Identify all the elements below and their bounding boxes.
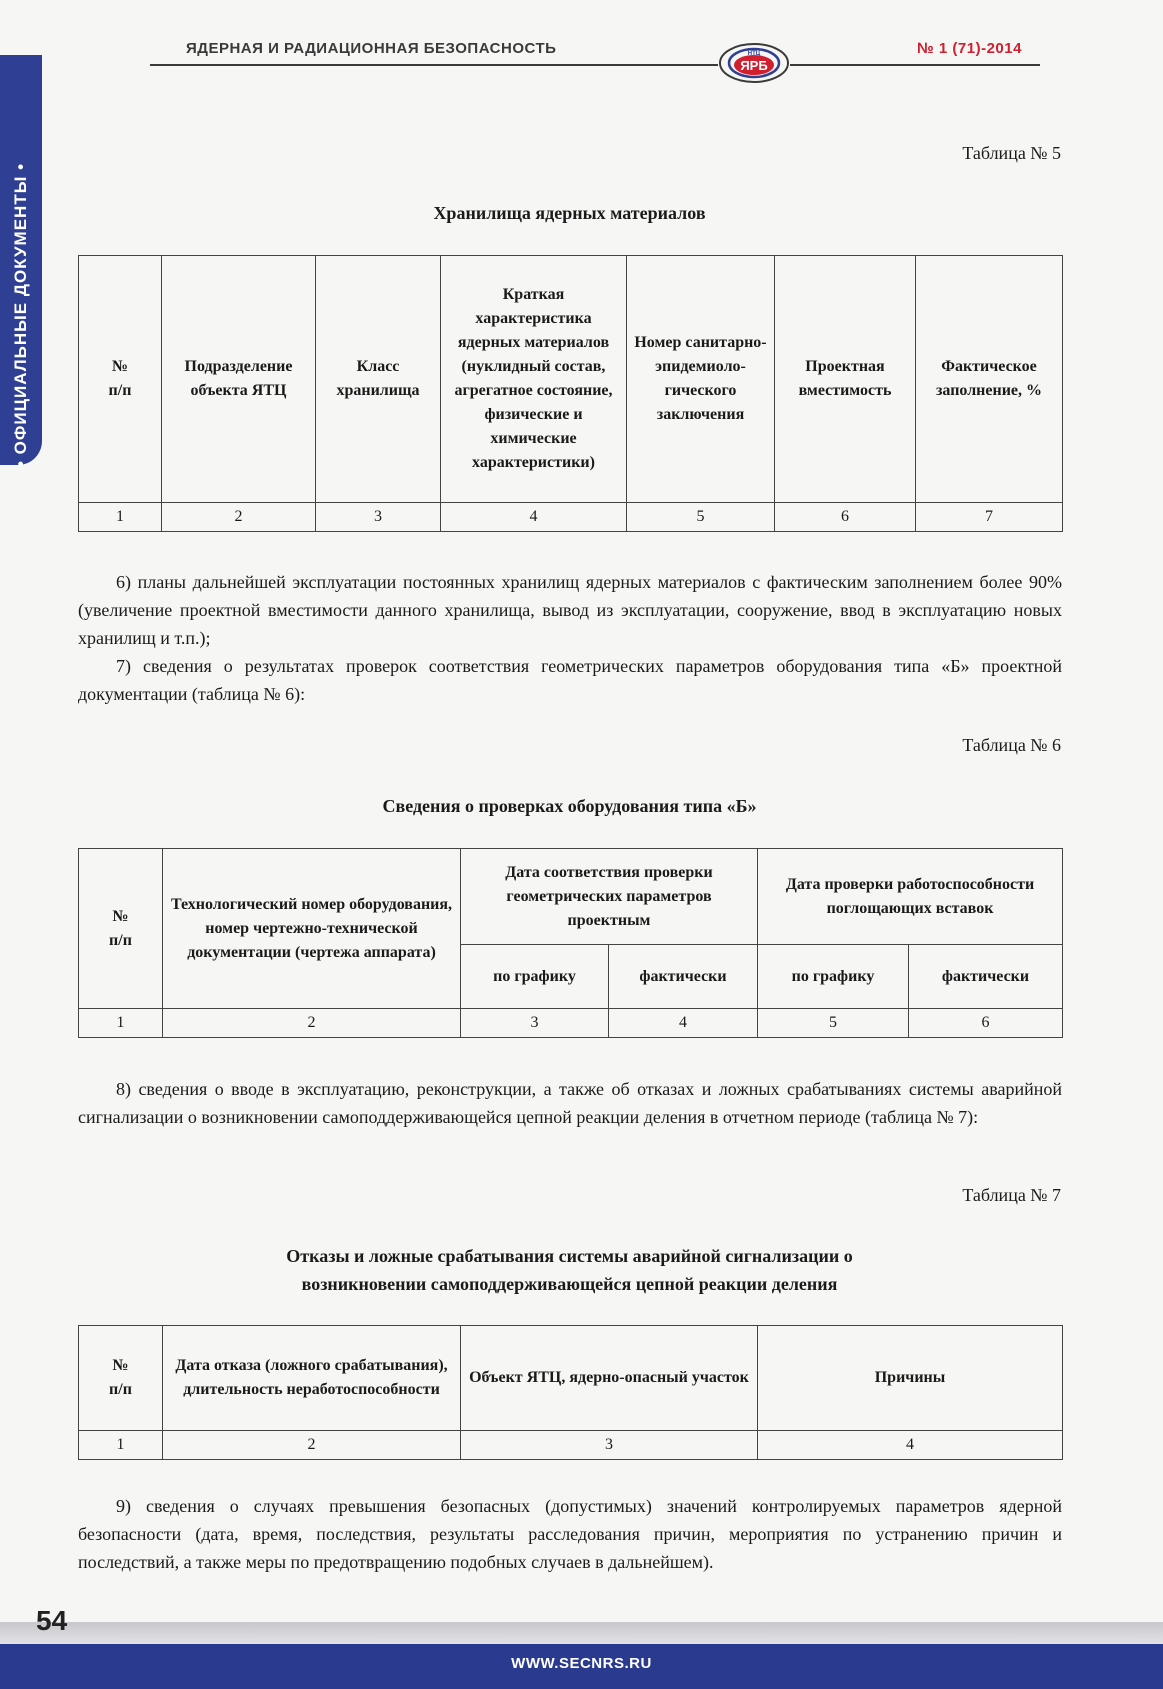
table6-header-num: № п/п — [79, 849, 163, 1009]
table6-number-row — [79, 1009, 1063, 1038]
table5-header-cell: Проектная вместимость — [775, 256, 916, 503]
footer-url-link[interactable]: WWW.SECNRS.RU — [511, 1655, 652, 1672]
table7-number-cell: 2 — [163, 1431, 461, 1460]
table6-number-cell: 3 — [461, 1009, 609, 1038]
table5-number-cell: 6 — [775, 503, 916, 532]
table7-header-row — [79, 1326, 1063, 1431]
table7-number-row — [79, 1431, 1063, 1460]
journal-logo-icon — [718, 42, 790, 84]
table6 — [78, 848, 1063, 1038]
table6-subheader-cell: по графику — [758, 945, 909, 1009]
table6-title: Сведения о проверках оборудования типа «Б» — [382, 796, 757, 816]
table5-number-cell: 7 — [916, 503, 1063, 532]
table6-number-cell: 6 — [909, 1009, 1063, 1038]
header-rule-left — [150, 64, 718, 66]
journal-title: ЯДЕРНАЯ И РАДИАЦИОННАЯ БЕЗОПАСНОСТЬ — [186, 40, 557, 57]
page-number: 54 — [36, 1605, 68, 1636]
table5-header-cell: Подразделение объекта ЯТЦ — [162, 256, 316, 503]
table6-number-cell: 4 — [609, 1009, 758, 1038]
table5 — [78, 255, 1063, 532]
table5-header-cell: Краткая характеристика ядерных материалов (нуклидный состав, агрегатное состояние, физические и химические характеристики) — [441, 256, 627, 503]
footer-band — [0, 1622, 1163, 1644]
table7 — [78, 1325, 1063, 1460]
section-side-tab-label: • ОФИЦИАЛЬНЫЕ ДОКУМЕНТЫ • — [11, 162, 30, 468]
table5-number-cell: 4 — [441, 503, 627, 532]
table7-number-cell: 4 — [758, 1431, 1063, 1460]
paragraph-8: 8) сведения о вводе в эксплуатацию, реконструкции, а также об отказах и ложных срабатываниях системы аварийной сигнализации о возникновении самоподдерживающейся цепной реакции деления в отчетном периоде (таблица № 7): — [78, 1079, 1062, 1127]
table6-label: Таблица № 6 — [962, 735, 1061, 755]
table6-subheader-cell: по графику — [461, 945, 609, 1009]
table7-number-cell: 1 — [79, 1431, 163, 1460]
table7-header-cell: Объект ЯТЦ, ядерно-опасный участок — [461, 1326, 758, 1431]
table6-header-geometry: Дата соответствия проверки геометрических параметров проектным — [461, 849, 758, 945]
table5-title: Хранилища ядерных материалов — [433, 203, 706, 223]
table7-header-cell: Причины — [758, 1326, 1063, 1431]
table5-label: Таблица № 5 — [962, 143, 1061, 163]
table6-subheader-cell: фактически — [909, 945, 1063, 1009]
table6-number-cell: 2 — [163, 1009, 461, 1038]
paragraph-9: 9) сведения о случаях превышения безопасных (допустимых) значений контролируемых параметров ядерной безопасности (дата, время, последствия, результаты расследования причин, мероприятия по устранению причин и последствий, а также меры по предотвращению подобных случаев в дальнейшем). — [78, 1496, 1062, 1572]
table7-title-line1: Отказы и ложные срабатывания системы аварийной сигнализации о — [286, 1246, 853, 1266]
table7-title-line2: возникновении самоподдерживающейся цепной реакции деления — [301, 1274, 838, 1294]
table6-header-row — [79, 849, 1063, 945]
table5-number-cell: 3 — [316, 503, 441, 532]
table5-header-cell: Класс хранилища — [316, 256, 441, 503]
logo-text: ЯРБ — [740, 58, 768, 73]
table5-number-cell: 2 — [162, 503, 316, 532]
paragraph-6: 6) планы дальнейшей эксплуатации постоянных хранилищ ядерных материалов с фактическим заполнением более 90% (увеличение проектной вместимости данного хранилища, вывод из эксплуатации, сооружение, ввод в эксплуатацию новых хранилищ и т.п.); — [78, 572, 1062, 648]
paragraph-7: 7) сведения о результатах проверок соответствия геометрических параметров оборудования типа «Б» проектной документации (таблица № 6): — [78, 656, 1062, 704]
table7-title — [78, 1242, 1061, 1298]
table7-number-cell: 3 — [461, 1431, 758, 1460]
section-side-tab — [0, 55, 42, 468]
issue-number: № 1 (71)-2014 — [917, 40, 1022, 57]
table5-number-cell: 1 — [79, 503, 162, 532]
table6-header-workability: Дата проверки работоспособности поглощающих вставок — [758, 849, 1063, 945]
table5-number-row — [79, 503, 1063, 532]
table6-number-cell: 5 — [758, 1009, 909, 1038]
table6-subheader-cell: фактически — [609, 945, 758, 1009]
table5-header-cell: Фактическое заполнение, % — [916, 256, 1063, 503]
header-rule-right — [790, 64, 1040, 66]
table6-header-tech: Технологический номер оборудования, номер чертежно-технической документации (чертежа аппарата) — [163, 849, 461, 1009]
logo-small-text: НТЦ — [747, 51, 761, 57]
table6-number-cell: 1 — [79, 1009, 163, 1038]
table5-number-cell: 5 — [627, 503, 775, 532]
table5-header-row — [79, 256, 1063, 503]
table7-label: Таблица № 7 — [962, 1185, 1061, 1205]
table7-header-cell: № п/п — [79, 1326, 163, 1431]
table5-header-cell: № п/п — [79, 256, 162, 503]
table7-header-cell: Дата отказа (ложного срабатывания), длительность неработоспособности — [163, 1326, 461, 1431]
table5-header-cell: Номер санитарно-эпидемиоло-гического заключения — [627, 256, 775, 503]
